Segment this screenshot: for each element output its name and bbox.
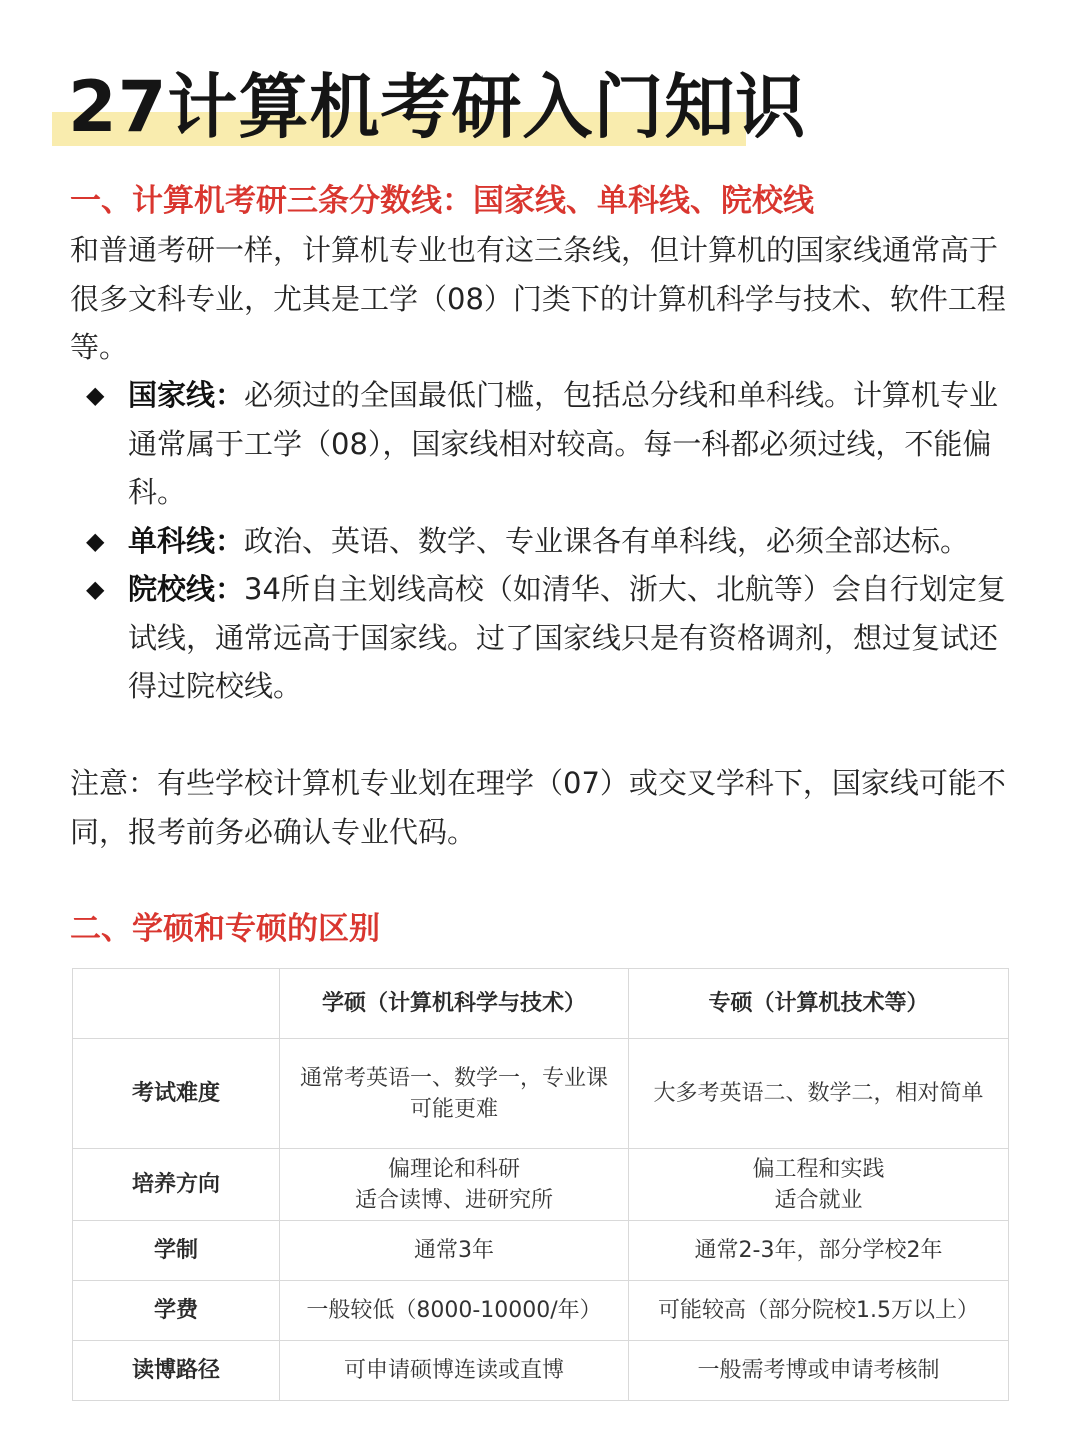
table-header-zhuanshuo: 专硕（计算机技术等） (629, 969, 1009, 1039)
xueshuo-cell: 可申请硕博连读或直博 (280, 1341, 629, 1401)
list-item-school-line (70, 565, 1015, 711)
comparison-table (72, 968, 1009, 1401)
cell-line: 可能更难 (409, 1096, 498, 1122)
table-row (73, 1341, 1009, 1401)
bullet-term: 院校线： (128, 572, 245, 606)
zhuanshuo-cell: 可能较高（部分院校1.5万以上） (629, 1281, 1009, 1341)
section1-intro: 和普通考研一样，计算机专业也有这三条线，但计算机的国家线通常高于很多文科专业，尤其是工学（08）门类下的计算机科学与技术、软件工程等。 (70, 233, 1006, 364)
diamond-bullet-icon: ◆ (86, 381, 105, 409)
xueshuo-cell: 通常3年 (280, 1221, 629, 1281)
bullet-term: 国家线： (128, 378, 245, 412)
bullet-term: 单科线： (128, 523, 245, 558)
table-header-row (73, 969, 1009, 1039)
bullet-text: 必须过的全国最低门槛，包括总分线和单科线。计算机专业通常属于工学（08），国家线相对较高。每一科都必须过线，不能偏科。 (128, 378, 999, 509)
diamond-bullet-icon: ◆ (86, 526, 105, 555)
section1-heading: 一、计算机考研三条分数线：国家线、单科线、院校线 (70, 183, 814, 219)
zhuanshuo-cell: 一般需考博或申请考核制 (629, 1341, 1009, 1401)
xueshuo-cell (280, 1149, 629, 1221)
list-item-national-line (70, 371, 1015, 517)
cell-line: 偏工程和实践 (752, 1156, 885, 1182)
zhuanshuo-cell (629, 1149, 1009, 1221)
page-title: 27计算机考研入门知识 (68, 66, 807, 148)
table-header-corner (73, 969, 280, 1039)
cell-line: 偏理论和科研 (387, 1156, 520, 1182)
zhuanshuo-cell: 通常2-3年，部分学校2年 (629, 1221, 1009, 1281)
zhuanshuo-cell (629, 1039, 1009, 1149)
row-label: 学制 (73, 1221, 280, 1281)
table-row (73, 1149, 1009, 1221)
list-item-single-subject-line (70, 517, 1015, 566)
row-label: 学费 (73, 1281, 280, 1341)
table-row (73, 1039, 1009, 1149)
row-label: 读博路径 (73, 1341, 280, 1401)
row-label: 培养方向 (73, 1149, 280, 1221)
cell-line: 大多考英语二、数学二，相对简单 (653, 1081, 984, 1106)
table-row (73, 1221, 1009, 1281)
bullet-text: 政治、英语、数学、专业课各有单科线，必须全部达标。 (244, 523, 970, 558)
section2-heading: 二、学硕和专硕的区别 (70, 911, 380, 947)
table-row (73, 1281, 1009, 1341)
cell-line: 通常考英语一、数学一，专业课 (299, 1065, 608, 1091)
title-block (52, 62, 806, 154)
row-label: 考试难度 (73, 1039, 280, 1149)
xueshuo-cell: 一般较低（8000-10000/年） (280, 1281, 629, 1341)
cell-line: 适合读博、进研究所 (354, 1187, 553, 1213)
score-line-list (70, 371, 1015, 711)
bullet-text: 34所自主划线高校（如清华、浙大、北航等）会自行划定复试线，通常远高于国家线。过了国家线只是有资格调剂，想过复试还得过院校线。 (128, 572, 1006, 703)
table-header-xueshuo: 学硕（计算机科学与技术） (280, 969, 629, 1039)
section1-note: 注意：有些学校计算机专业划在理学（07）或交叉学科下，国家线可能不同，报考前务必确认专业代码。 (70, 766, 1006, 849)
xueshuo-cell (280, 1039, 629, 1149)
diamond-bullet-icon: ◆ (86, 575, 105, 603)
cell-line: 适合就业 (774, 1187, 863, 1213)
